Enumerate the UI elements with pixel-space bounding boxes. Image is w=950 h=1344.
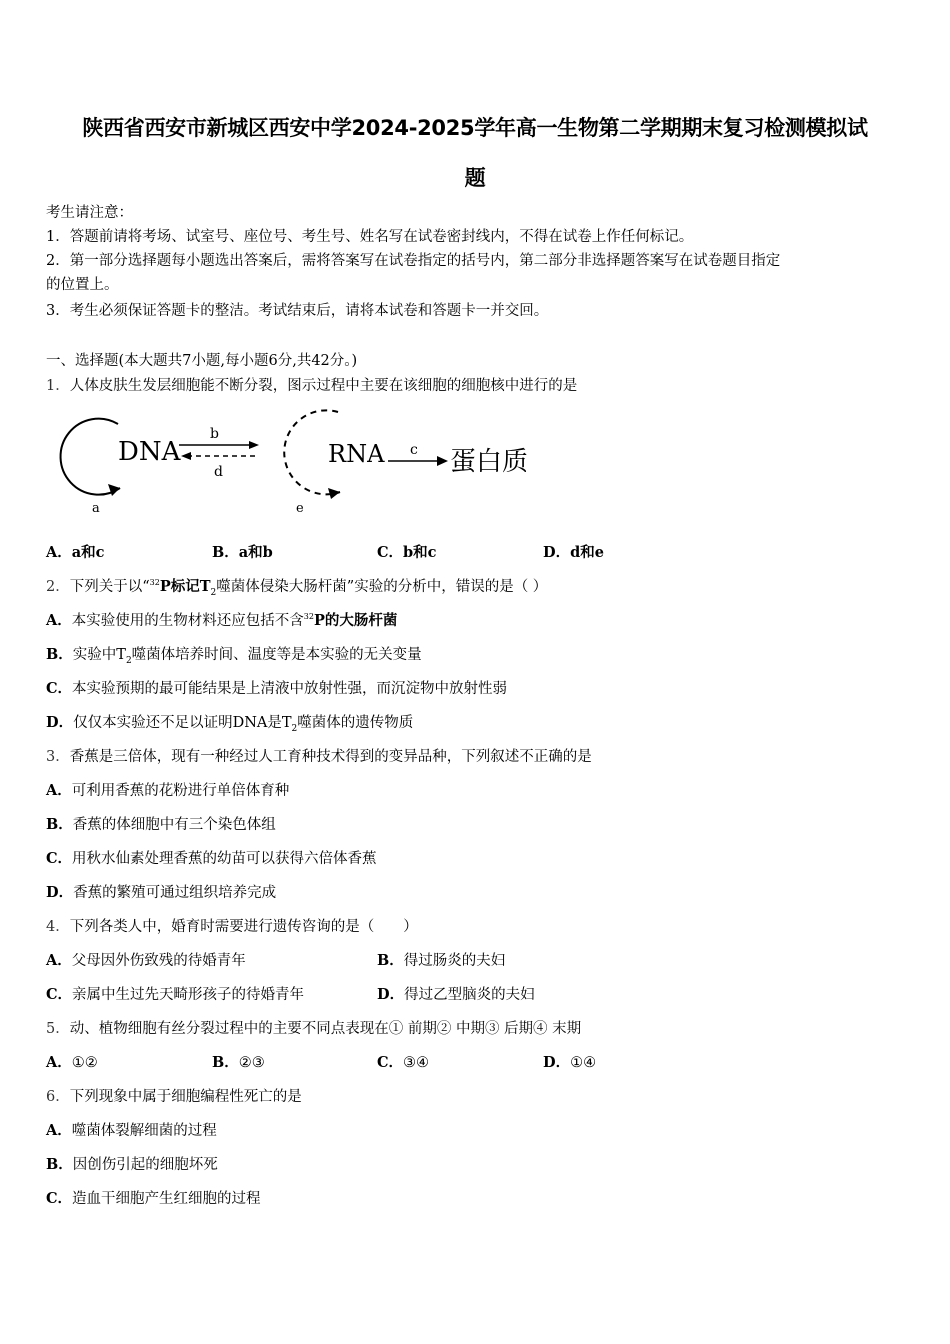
- option-label: D．: [377, 986, 405, 1003]
- option-label: D．: [543, 544, 571, 561]
- option-text: P的大肠杆菌: [313, 612, 398, 629]
- question-number: 1．: [46, 378, 70, 394]
- label-a: a: [92, 501, 100, 516]
- option-label: B．: [46, 646, 73, 663]
- option-label: B．: [212, 544, 239, 561]
- question-5-stem: [46, 1019, 581, 1039]
- question-text: P标记T: [159, 578, 211, 595]
- subscript: 2: [125, 655, 132, 666]
- option-text: 因创伤引起的细胞坏死: [72, 1157, 218, 1173]
- option-label: B．: [46, 816, 73, 833]
- superscript: 32: [149, 578, 160, 588]
- dna-label: DNA: [118, 437, 181, 467]
- option-text: 噬菌体裂解细菌的过程: [71, 1123, 217, 1139]
- option-label: A．: [46, 612, 72, 629]
- option-text: 噬菌体的遗传物质: [297, 715, 414, 731]
- arrowhead-c: [437, 456, 448, 466]
- option-label: D．: [46, 884, 74, 901]
- notice-item: 2．第一部分选择题每小题选出答案后，需将答案写在试卷指定的括号内，第二部分非选择题答案写在试卷题目指定: [46, 253, 781, 269]
- notice-item: 的位置上。: [46, 277, 119, 293]
- section-header: 一、选择题(本大题共7小题,每小题6分,共42分。): [46, 353, 358, 369]
- option-label: C．: [46, 680, 73, 697]
- option-label: C．: [377, 1054, 404, 1071]
- option-label: C．: [46, 986, 73, 1003]
- option-label: A．: [46, 1054, 72, 1071]
- option-text: ②③: [238, 1055, 265, 1071]
- question-number: 5．: [46, 1021, 70, 1037]
- option-label: A．: [46, 952, 72, 969]
- question-text: 香蕉是三倍体，现有一种经过人工育种技术得到的变异品种，下列叙述不正确的是: [69, 749, 592, 765]
- label-d: d: [214, 464, 223, 480]
- option-label: C．: [377, 544, 404, 561]
- option-text: 香蕉的体细胞中有三个染色体组: [72, 817, 276, 833]
- option-text: 本实验预期的最可能结果是上清液中放射性强，而沉淀物中放射性弱: [72, 681, 508, 697]
- question-number: 3．: [46, 749, 70, 765]
- page-title-continued: 题: [464, 166, 486, 190]
- option-text: a和b: [238, 544, 273, 561]
- option-text: 香蕉的繁殖可通过组织培养完成: [73, 885, 277, 901]
- question-text: 动、植物细胞有丝分裂过程中的主要不同点表现在① 前期② 中期③ 后期④ 末期: [69, 1021, 582, 1037]
- option-text: 得过肠炎的夫妇: [403, 953, 506, 969]
- question-3-option-c: [46, 849, 377, 869]
- option-label: A．: [46, 1122, 72, 1139]
- option-text: 父母因外伤致残的待婚青年: [71, 953, 246, 969]
- question-4-stem: [46, 917, 418, 937]
- replication-arrow-a: [61, 419, 120, 495]
- option-text: 得过乙型脑炎的夫妇: [404, 987, 535, 1003]
- subscript: 2: [291, 723, 298, 734]
- notice-item: 1．答题前请将考场、试室号、座位号、考生号、姓名写在试卷密封线内，不得在试卷上作任何标记。: [46, 229, 694, 245]
- question-6-option-c: [46, 1189, 261, 1209]
- question-2-stem: [46, 577, 547, 597]
- protein-label: 蛋白质: [450, 447, 529, 477]
- option-text: b和c: [403, 544, 437, 561]
- question-number: 6．: [46, 1089, 70, 1105]
- question-1-stem: [46, 376, 577, 396]
- option-label: A．: [46, 544, 72, 561]
- question-2-option-a: [46, 611, 397, 631]
- option-label: B．: [212, 1054, 239, 1071]
- question-text: 人体皮肤生发层细胞能不断分裂，图示过程中主要在该细胞的细胞核中进行的是: [69, 378, 578, 394]
- question-2-option-d: [46, 713, 413, 733]
- option-text: 本实验使用的生物材料还应包括不含: [71, 613, 304, 629]
- arrowhead-d: [181, 452, 191, 460]
- option-text: 造血干细胞产生红细胞的过程: [72, 1191, 261, 1207]
- option-text: a和c: [71, 544, 105, 561]
- question-text: 噬菌体侵染大肠杆菌”实验的分析中，错误的是（ ）: [216, 579, 548, 595]
- question-3-option-d: [46, 883, 276, 903]
- option-label: B．: [46, 1156, 73, 1173]
- option-label: C．: [46, 1190, 73, 1207]
- question-6-option-b: [46, 1155, 218, 1175]
- option-text: 实验中T: [72, 647, 126, 663]
- arrowhead-b: [249, 441, 259, 449]
- option-label: D．: [543, 1054, 571, 1071]
- label-c: c: [410, 442, 418, 458]
- option-text: 亲属中生过先天畸形孩子的待婚青年: [72, 987, 305, 1003]
- question-number: 2．: [46, 579, 70, 595]
- subscript: 2: [210, 587, 217, 598]
- page-title: 陕西省西安市新城区西安中学2024-2025学年高一生物第二学期期末复习检测模拟试: [82, 116, 868, 140]
- question-3-stem: [46, 747, 592, 767]
- option-text: d和e: [570, 544, 604, 561]
- option-label: A．: [46, 782, 72, 799]
- question-text: 下列现象中属于细胞编程性死亡的是: [69, 1089, 302, 1105]
- option-text: ①②: [71, 1055, 98, 1071]
- rna-label: RNA: [328, 440, 385, 468]
- option-label: D．: [46, 714, 74, 731]
- gene-expression-diagram: [46, 404, 566, 522]
- option-text: 可利用香蕉的花粉进行单倍体育种: [71, 783, 290, 799]
- option-text: 用秋水仙素处理香蕉的幼苗可以获得六倍体香蕉: [72, 851, 377, 867]
- notice-heading: 考生请注意：: [46, 205, 133, 221]
- label-b: b: [210, 426, 219, 442]
- option-text: ③④: [403, 1055, 430, 1071]
- notice-item: 3．考生必须保证答题卡的整洁。考试结束后，请将本试卷和答题卡一并交回。: [46, 303, 549, 319]
- option-text: 噬菌体培养时间、温度等是本实验的无关变量: [131, 647, 422, 663]
- question-3-option-a: [46, 781, 289, 801]
- question-number: 4．: [46, 919, 70, 935]
- question-6-stem: [46, 1087, 302, 1107]
- question-2-option-b: [46, 645, 422, 665]
- label-e: e: [296, 501, 304, 516]
- question-6-option-a: [46, 1121, 217, 1141]
- option-text: 仅仅本实验还不足以证明DNA是T: [73, 715, 292, 731]
- question-text: 下列各类人中，婚育时需要进行遗传咨询的是（ ）: [69, 919, 418, 935]
- option-label: B．: [377, 952, 404, 969]
- question-2-option-c: [46, 679, 507, 699]
- superscript: 32: [303, 612, 314, 622]
- option-label: C．: [46, 850, 73, 867]
- question-3-option-b: [46, 815, 276, 835]
- option-text: ①④: [570, 1055, 597, 1071]
- question-text: 下列关于以“: [69, 579, 150, 595]
